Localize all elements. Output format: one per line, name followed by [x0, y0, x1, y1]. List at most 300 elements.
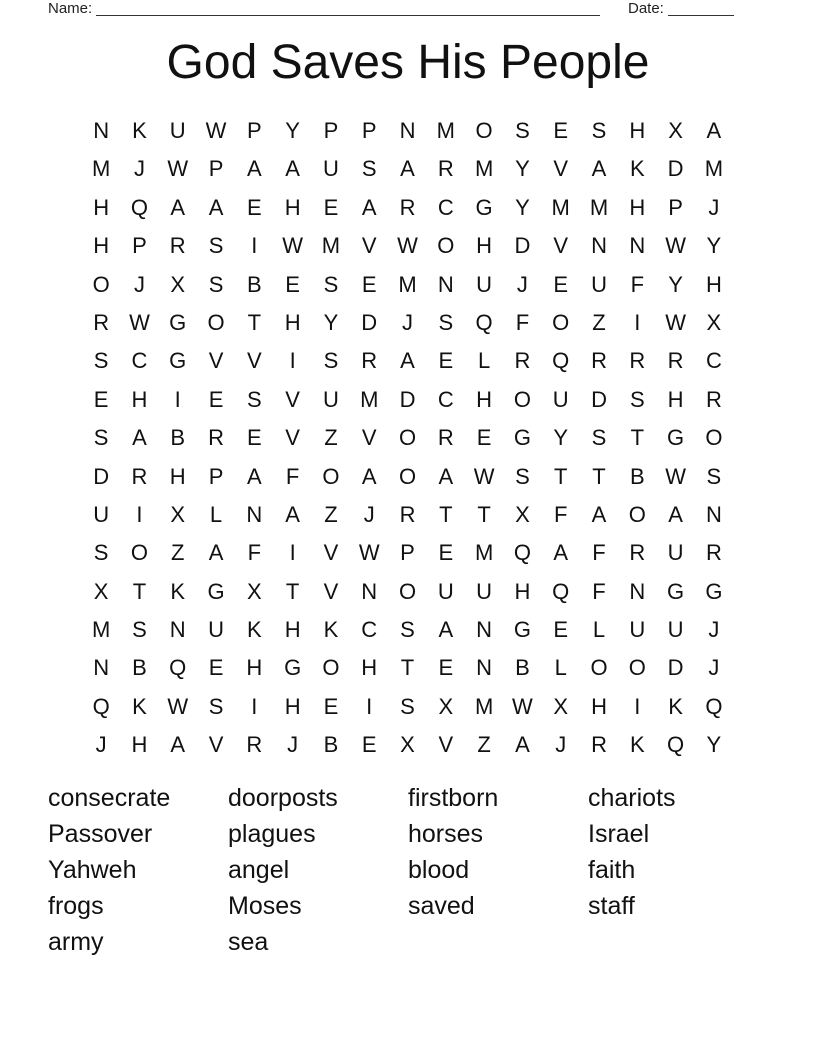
grid-cell[interactable]: S: [246, 386, 262, 412]
grid-cell[interactable]: Y: [285, 118, 300, 143]
grid-cell[interactable]: Y: [515, 156, 530, 182]
grid-cell[interactable]: W: [397, 233, 418, 259]
grid-cell[interactable]: M: [474, 540, 494, 566]
grid-cell[interactable]: O: [322, 655, 340, 681]
grid-cell[interactable]: S: [400, 617, 415, 643]
grid-cell[interactable]: H: [246, 655, 263, 681]
grid-cell[interactable]: F: [553, 501, 568, 527]
grid-cell[interactable]: K: [246, 617, 262, 643]
grid-cell[interactable]: U: [667, 617, 684, 643]
grid-cell[interactable]: O: [475, 118, 493, 143]
grid-cell[interactable]: J: [708, 655, 720, 681]
grid-cell[interactable]: J: [402, 309, 414, 335]
grid-cell[interactable]: O: [398, 463, 417, 489]
grid-cell[interactable]: N: [93, 655, 110, 681]
grid-cell[interactable]: K: [629, 732, 645, 758]
word-list-item: army: [48, 928, 104, 956]
grid-cell[interactable]: T: [400, 655, 415, 681]
grid-cell[interactable]: M: [91, 156, 111, 182]
grid-cell[interactable]: V: [553, 233, 569, 259]
grid-cell[interactable]: G: [475, 194, 493, 220]
grid-cell[interactable]: S: [515, 118, 530, 143]
grid-cell[interactable]: O: [207, 309, 225, 335]
grid-cell[interactable]: C: [131, 348, 148, 374]
grid-cell[interactable]: O: [130, 540, 148, 566]
grid-cell[interactable]: J: [516, 271, 528, 297]
grid-cell[interactable]: A: [668, 501, 683, 527]
grid-cell[interactable]: P: [208, 156, 224, 182]
grid-cell[interactable]: O: [92, 271, 110, 297]
grid-cell[interactable]: T: [285, 578, 300, 604]
grid-cell[interactable]: A: [246, 463, 262, 489]
grid-cell[interactable]: V: [285, 386, 300, 412]
grid-cell[interactable]: H: [131, 386, 148, 412]
grid-cell[interactable]: X: [400, 732, 415, 758]
grid-cell[interactable]: F: [592, 540, 606, 566]
grid-cell[interactable]: V: [208, 732, 224, 758]
grid-cell[interactable]: R: [208, 425, 224, 451]
grid-cell[interactable]: G: [169, 348, 187, 374]
date-field[interactable]: [628, 0, 734, 18]
grid-cell[interactable]: K: [323, 617, 339, 643]
grid-cell[interactable]: L: [209, 501, 223, 527]
grid-cell[interactable]: U: [476, 271, 493, 297]
grid-cell[interactable]: N: [629, 233, 646, 259]
grid-cell[interactable]: H: [629, 194, 646, 220]
grid-cell[interactable]: P: [361, 118, 377, 143]
grid-cell[interactable]: V: [323, 578, 339, 604]
grid-cell[interactable]: T: [592, 463, 606, 489]
grid-cell[interactable]: I: [136, 501, 143, 527]
grid-cell[interactable]: H: [705, 271, 722, 297]
grid-cell[interactable]: X: [93, 578, 109, 604]
grid-cell[interactable]: A: [285, 156, 300, 182]
grid-cell[interactable]: F: [247, 540, 262, 566]
grid-cell[interactable]: H: [667, 386, 684, 412]
grid-cell[interactable]: N: [591, 233, 607, 259]
grid-cell[interactable]: O: [322, 463, 340, 489]
grid-cell[interactable]: I: [634, 309, 641, 335]
grid-cell[interactable]: D: [667, 156, 684, 182]
grid-cell[interactable]: A: [361, 194, 377, 220]
grid-cell[interactable]: U: [93, 501, 110, 527]
grid-cell[interactable]: R: [591, 348, 607, 374]
grid-cell[interactable]: E: [438, 348, 454, 374]
grid-cell[interactable]: R: [667, 348, 684, 374]
grid-cell[interactable]: U: [322, 156, 339, 182]
grid-cell[interactable]: W: [665, 463, 686, 489]
grid-cell[interactable]: B: [515, 655, 530, 681]
grid-cell[interactable]: N: [476, 617, 493, 643]
grid-cell[interactable]: I: [251, 233, 258, 259]
grid-cell[interactable]: U: [322, 386, 339, 412]
grid-cell[interactable]: A: [591, 501, 607, 527]
grid-cell[interactable]: E: [553, 617, 569, 643]
grid-cell[interactable]: R: [399, 194, 416, 220]
grid-cell[interactable]: M: [91, 617, 111, 643]
grid-cell[interactable]: H: [284, 617, 301, 643]
grid-cell[interactable]: O: [590, 655, 608, 681]
grid-cell[interactable]: I: [289, 348, 296, 374]
grid-cell[interactable]: Z: [324, 501, 338, 527]
grid-cell[interactable]: S: [93, 425, 109, 451]
grid-cell[interactable]: O: [437, 233, 455, 259]
grid-cell[interactable]: J: [363, 501, 375, 527]
grid-cell[interactable]: R: [437, 156, 454, 182]
grid-cell[interactable]: R: [246, 732, 263, 758]
grid-cell[interactable]: U: [208, 617, 224, 643]
grid-cell[interactable]: M: [398, 271, 417, 297]
grid-cell[interactable]: J: [287, 732, 299, 758]
grid-cell[interactable]: A: [400, 156, 415, 182]
grid-cell[interactable]: Y: [515, 194, 530, 220]
word-list-item: doorposts: [228, 784, 338, 812]
grid-cell[interactable]: L: [592, 617, 606, 643]
grid-cell[interactable]: I: [366, 693, 373, 719]
grid-cell[interactable]: W: [665, 309, 686, 335]
grid-cell[interactable]: K: [629, 156, 645, 182]
grid-cell[interactable]: A: [515, 732, 530, 758]
grid-cell[interactable]: M: [436, 118, 455, 143]
grid-cell[interactable]: M: [321, 233, 341, 259]
grid-cell[interactable]: G: [513, 617, 531, 643]
grid-cell[interactable]: S: [629, 386, 645, 412]
grid-cell[interactable]: E: [208, 655, 224, 681]
grid-cell[interactable]: A: [170, 194, 186, 220]
grid-cell[interactable]: X: [246, 578, 262, 604]
grid-cell[interactable]: Q: [513, 540, 531, 566]
grid-cell[interactable]: O: [398, 578, 417, 604]
grid-cell[interactable]: H: [476, 386, 493, 412]
grid-cell[interactable]: O: [628, 501, 646, 527]
grid-cell[interactable]: E: [361, 271, 377, 297]
word-list-item: blood: [408, 856, 470, 884]
grid-cell[interactable]: O: [705, 425, 723, 451]
grid-cell[interactable]: A: [553, 540, 569, 566]
grid-cell[interactable]: B: [132, 655, 147, 681]
grid-cell[interactable]: Q: [667, 732, 685, 758]
grid-cell[interactable]: G: [207, 578, 225, 604]
grid-cell[interactable]: N: [476, 655, 493, 681]
grid-cell[interactable]: P: [246, 118, 262, 143]
grid-cell[interactable]: K: [668, 693, 683, 719]
grid-cell[interactable]: X: [553, 693, 569, 719]
grid-cell[interactable]: R: [514, 348, 531, 374]
grid-cell[interactable]: C: [361, 617, 378, 643]
grid-cell[interactable]: P: [323, 118, 339, 143]
grid-cell[interactable]: B: [170, 425, 186, 451]
grid-cell[interactable]: Y: [323, 309, 339, 335]
grid-cell[interactable]: U: [629, 617, 646, 643]
grid-cell[interactable]: R: [591, 732, 607, 758]
grid-cell[interactable]: G: [284, 655, 302, 681]
grid-cell[interactable]: Q: [552, 578, 570, 604]
grid-cell[interactable]: W: [512, 693, 533, 719]
grid-cell[interactable]: N: [246, 501, 263, 527]
grid-cell[interactable]: H: [361, 655, 378, 681]
grid-cell[interactable]: E: [553, 118, 569, 143]
grid-cell[interactable]: Q: [130, 194, 148, 220]
grid-cell[interactable]: Z: [477, 732, 491, 758]
grid-cell[interactable]: V: [438, 732, 454, 758]
grid-cell[interactable]: H: [284, 693, 301, 719]
grid-cell[interactable]: A: [706, 118, 722, 143]
grid-cell[interactable]: O: [513, 386, 531, 412]
grid-cell[interactable]: X: [668, 118, 683, 143]
grid-cell[interactable]: G: [667, 578, 685, 604]
grid-cell[interactable]: G: [667, 425, 685, 451]
grid-cell[interactable]: D: [399, 386, 416, 412]
grid-cell[interactable]: A: [208, 540, 224, 566]
grid-cell[interactable]: A: [400, 348, 415, 374]
grid-cell[interactable]: S: [361, 156, 377, 182]
grid-cell[interactable]: X: [170, 501, 186, 527]
grid-cell[interactable]: H: [284, 194, 301, 220]
grid-cell[interactable]: Y: [553, 425, 569, 451]
name-field[interactable]: [48, 0, 600, 18]
grid-cell[interactable]: H: [629, 118, 646, 143]
grid-cell[interactable]: Y: [668, 271, 683, 297]
grid-cell[interactable]: V: [246, 348, 262, 374]
page-title: God Saves His People: [166, 36, 650, 89]
grid-cell[interactable]: K: [170, 578, 186, 604]
grid-cell[interactable]: E: [285, 271, 300, 297]
grid-cell[interactable]: S: [706, 463, 722, 489]
grid-cell[interactable]: X: [706, 309, 722, 335]
grid-cell[interactable]: W: [167, 156, 189, 182]
grid-cell[interactable]: Q: [475, 309, 493, 335]
grid-cell[interactable]: J: [708, 194, 720, 220]
grid-cell[interactable]: M: [704, 156, 724, 182]
grid-cell[interactable]: J: [95, 732, 107, 758]
grid-cell[interactable]: F: [515, 309, 530, 335]
name-blank-line[interactable]: [96, 1, 600, 16]
grid-cell[interactable]: R: [437, 425, 454, 451]
grid-cell[interactable]: T: [439, 501, 453, 527]
grid-cell[interactable]: U: [437, 578, 454, 604]
grid-cell[interactable]: L: [477, 348, 491, 374]
grid-cell[interactable]: Y: [706, 233, 722, 259]
grid-cell[interactable]: A: [591, 156, 607, 182]
word-list: [48, 782, 768, 962]
grid-cell[interactable]: U: [667, 540, 684, 566]
grid-cell[interactable]: E: [208, 386, 224, 412]
grid-cell[interactable]: L: [554, 655, 567, 681]
grid-cell[interactable]: W: [282, 233, 304, 259]
grid-cell[interactable]: V: [553, 156, 569, 182]
grid-cell[interactable]: N: [93, 118, 110, 143]
grid-cell[interactable]: Y: [706, 732, 722, 758]
grid-cell[interactable]: U: [591, 271, 607, 297]
grid-cell[interactable]: P: [668, 194, 683, 220]
grid-cell[interactable]: S: [93, 540, 109, 566]
grid-cell[interactable]: H: [514, 578, 531, 604]
grid-cell[interactable]: W: [129, 309, 150, 335]
grid-cell[interactable]: D: [514, 233, 531, 259]
grid-cell[interactable]: G: [513, 425, 531, 451]
grid-cell[interactable]: E: [361, 732, 377, 758]
grid-cell[interactable]: Q: [552, 348, 570, 374]
grid-cell[interactable]: H: [93, 194, 110, 220]
grid-cell[interactable]: R: [169, 233, 186, 259]
grid-cell[interactable]: S: [515, 463, 530, 489]
grid-cell[interactable]: M: [589, 194, 609, 220]
grid-cell[interactable]: B: [323, 732, 339, 758]
grid-cell[interactable]: C: [437, 194, 454, 220]
grid-cell[interactable]: S: [208, 271, 224, 297]
grid-cell[interactable]: J: [555, 732, 567, 758]
grid-cell[interactable]: S: [591, 118, 607, 143]
grid-cell[interactable]: V: [361, 425, 377, 451]
grid-cell[interactable]: N: [705, 501, 722, 527]
grid-cell[interactable]: P: [208, 463, 224, 489]
grid-cell[interactable]: E: [246, 425, 262, 451]
grid-cell[interactable]: S: [323, 348, 339, 374]
grid-cell[interactable]: R: [361, 348, 378, 374]
grid-cell[interactable]: H: [476, 233, 493, 259]
grid-cell[interactable]: S: [438, 309, 454, 335]
grid-cell[interactable]: E: [93, 386, 109, 412]
grid-cell[interactable]: Q: [92, 693, 110, 719]
grid-cell[interactable]: F: [630, 271, 645, 297]
grid-cell[interactable]: J: [708, 617, 720, 643]
grid-cell[interactable]: D: [667, 655, 684, 681]
grid-cell[interactable]: P: [132, 233, 147, 259]
grid-cell[interactable]: W: [665, 233, 686, 259]
grid-cell[interactable]: D: [591, 386, 607, 412]
grid-cell[interactable]: N: [629, 578, 646, 604]
grid-cell[interactable]: N: [361, 578, 378, 604]
grid-cell[interactable]: X: [170, 271, 186, 297]
grid-cell[interactable]: A: [438, 617, 454, 643]
grid-cell[interactable]: H: [93, 233, 110, 259]
grid-cell[interactable]: U: [169, 118, 186, 143]
grid-cell[interactable]: M: [474, 693, 494, 719]
grid-cell[interactable]: C: [437, 386, 454, 412]
grid-cell[interactable]: H: [284, 309, 301, 335]
date-blank-line[interactable]: [668, 1, 734, 16]
grid-cell[interactable]: A: [361, 463, 377, 489]
grid-cell[interactable]: V: [323, 540, 339, 566]
grid-cell[interactable]: F: [592, 578, 606, 604]
grid-cell[interactable]: V: [361, 233, 377, 259]
grid-cell[interactable]: K: [132, 118, 147, 143]
grid-cell[interactable]: E: [246, 194, 262, 220]
grid-cell[interactable]: D: [93, 463, 110, 489]
word-list-item: frogs: [48, 892, 104, 920]
grid-cell[interactable]: R: [705, 540, 722, 566]
grid-cell[interactable]: O: [628, 655, 646, 681]
grid-cell[interactable]: V: [208, 348, 224, 374]
grid-cell[interactable]: H: [591, 693, 607, 719]
grid-cell[interactable]: R: [399, 501, 416, 527]
word-list-item: Passover: [48, 820, 153, 848]
grid-cell[interactable]: N: [169, 617, 186, 643]
grid-cell[interactable]: E: [323, 693, 339, 719]
grid-cell[interactable]: N: [399, 118, 416, 143]
grid-cell[interactable]: W: [205, 118, 227, 143]
grid-cell[interactable]: C: [705, 348, 722, 374]
grid-cell[interactable]: I: [634, 693, 641, 719]
grid-cell[interactable]: E: [323, 194, 339, 220]
grid-cell[interactable]: B: [246, 271, 262, 297]
grid-cell[interactable]: T: [247, 309, 262, 335]
grid-cell[interactable]: N: [437, 271, 454, 297]
grid-cell[interactable]: G: [169, 309, 187, 335]
grid-cell[interactable]: M: [474, 156, 494, 182]
grid-cell[interactable]: B: [629, 463, 645, 489]
grid-cell[interactable]: A: [132, 425, 147, 451]
grid-cell[interactable]: I: [289, 540, 296, 566]
grid-cell[interactable]: W: [473, 463, 495, 489]
grid-cell[interactable]: T: [553, 463, 568, 489]
grid-cell[interactable]: W: [167, 693, 189, 719]
grid-cell[interactable]: O: [398, 425, 417, 451]
grid-cell[interactable]: O: [552, 309, 570, 335]
grid-cell[interactable]: Z: [171, 540, 185, 566]
grid-cell[interactable]: A: [170, 732, 186, 758]
grid-cell[interactable]: F: [285, 463, 300, 489]
grid-cell[interactable]: E: [438, 655, 454, 681]
grid-cell[interactable]: U: [476, 578, 493, 604]
grid-cell[interactable]: Q: [169, 655, 187, 681]
grid-cell[interactable]: T: [630, 425, 645, 451]
grid-cell[interactable]: Z: [592, 309, 606, 335]
grid-cell[interactable]: H: [131, 732, 148, 758]
grid-cell[interactable]: R: [131, 463, 148, 489]
grid-cell[interactable]: S: [132, 617, 147, 643]
grid-cell[interactable]: R: [629, 348, 646, 374]
grid-cell[interactable]: J: [133, 156, 145, 182]
grid-cell[interactable]: R: [629, 540, 646, 566]
grid-cell[interactable]: Z: [324, 425, 338, 451]
grid-cell[interactable]: D: [361, 309, 378, 335]
grid-cell[interactable]: S: [591, 425, 607, 451]
grid-cell[interactable]: I: [174, 386, 181, 412]
grid-cell[interactable]: T: [132, 578, 147, 604]
grid-cell[interactable]: I: [251, 693, 258, 719]
grid-cell[interactable]: E: [476, 425, 492, 451]
grid-cell[interactable]: U: [552, 386, 569, 412]
grid-cell[interactable]: H: [169, 463, 186, 489]
grid-cell[interactable]: R: [93, 309, 110, 335]
grid-cell[interactable]: T: [477, 501, 491, 527]
grid-cell[interactable]: S: [323, 271, 339, 297]
grid-cell[interactable]: V: [285, 425, 300, 451]
grid-cell[interactable]: S: [208, 693, 224, 719]
grid-cell[interactable]: Q: [705, 693, 723, 719]
grid-cell[interactable]: M: [551, 194, 570, 220]
grid-cell[interactable]: S: [93, 348, 109, 374]
grid-cell[interactable]: W: [358, 540, 380, 566]
grid-cell[interactable]: S: [400, 693, 415, 719]
grid-cell[interactable]: G: [705, 578, 723, 604]
grid-cell[interactable]: P: [400, 540, 415, 566]
grid-cell[interactable]: K: [132, 693, 147, 719]
grid-cell[interactable]: E: [553, 271, 569, 297]
grid-cell[interactable]: X: [515, 501, 530, 527]
grid-cell[interactable]: M: [360, 386, 379, 412]
grid-cell[interactable]: A: [246, 156, 262, 182]
grid-cell[interactable]: E: [438, 540, 454, 566]
grid-cell[interactable]: S: [208, 233, 224, 259]
grid-cell[interactable]: X: [438, 693, 454, 719]
grid-cell[interactable]: A: [285, 501, 300, 527]
grid-cell[interactable]: J: [133, 271, 145, 297]
grid-cell[interactable]: R: [705, 386, 722, 412]
grid-cell[interactable]: A: [208, 194, 224, 220]
grid-cell[interactable]: A: [438, 463, 454, 489]
